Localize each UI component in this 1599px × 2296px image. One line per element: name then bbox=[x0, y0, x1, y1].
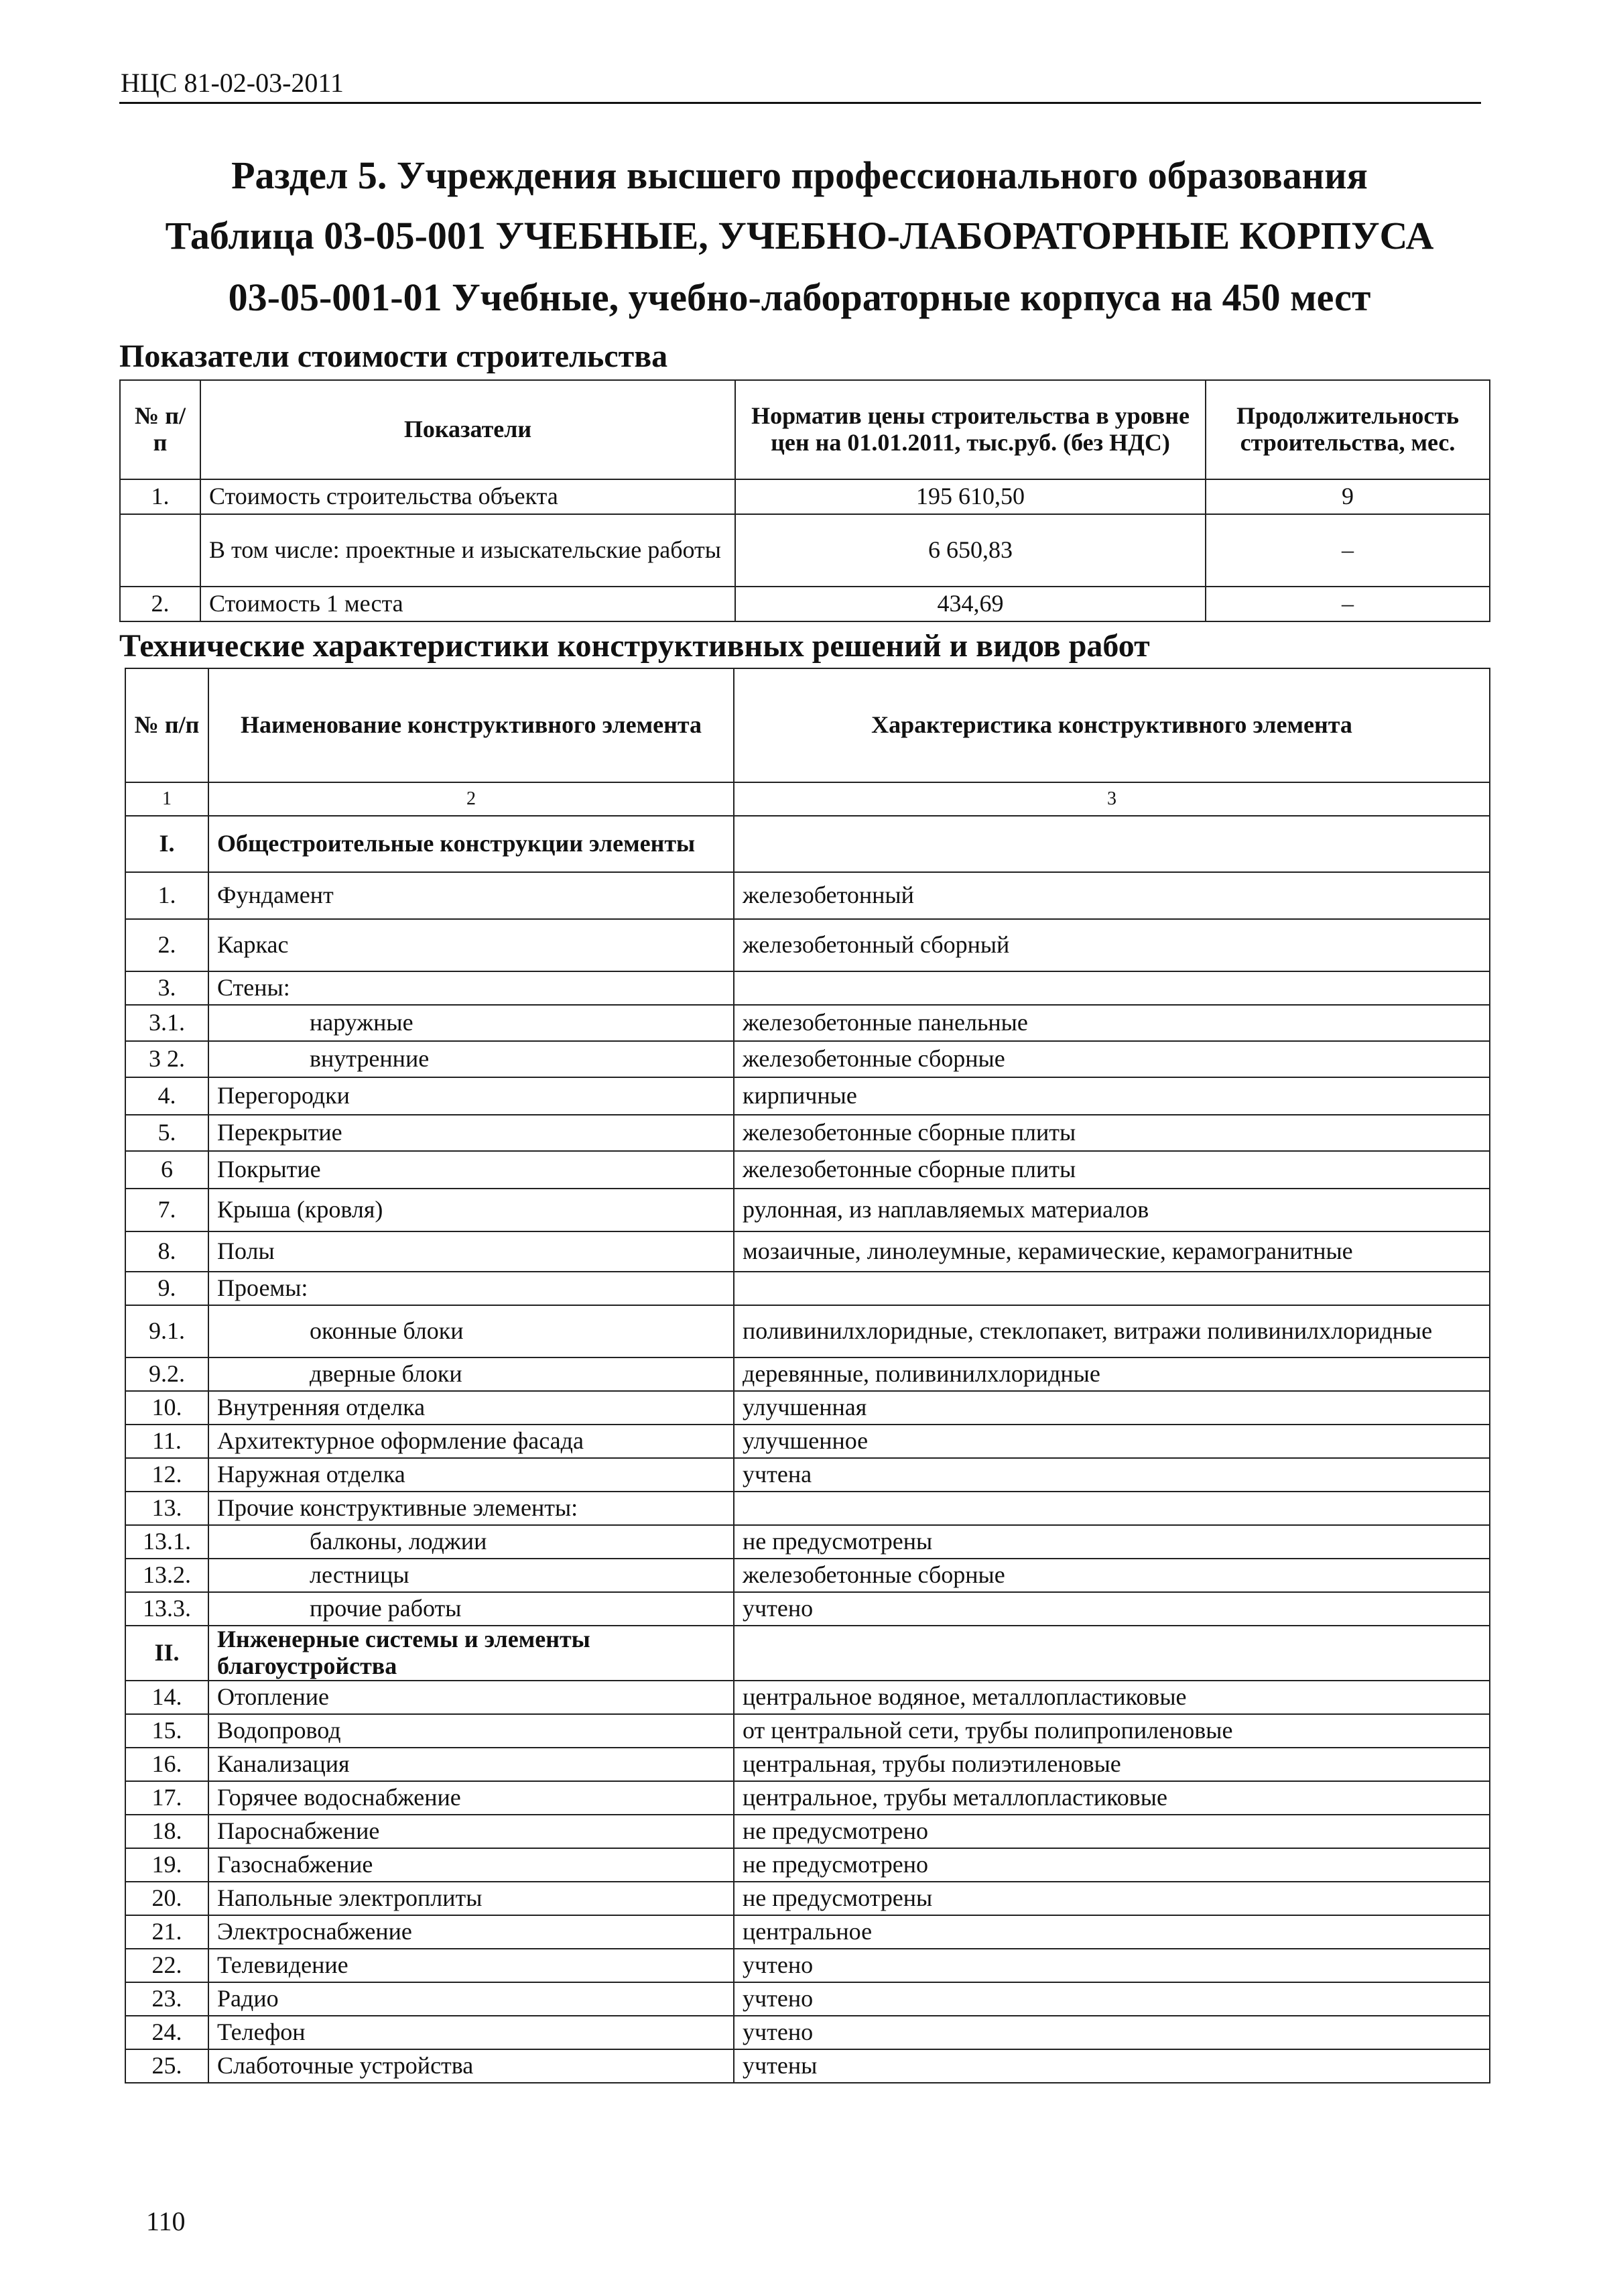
tech-col-element: Наименование конструктивного элемента bbox=[208, 668, 734, 782]
tech-row-num: 17. bbox=[125, 1781, 208, 1815]
tech-row-num: 13.2. bbox=[125, 1559, 208, 1592]
tech-row-num: 4. bbox=[125, 1077, 208, 1115]
tech-row bbox=[125, 1982, 1490, 2016]
tech-row-num: 9.2. bbox=[125, 1357, 208, 1391]
cost-row-num: 2. bbox=[120, 587, 200, 621]
tech-row-value: железобетонные сборные bbox=[734, 1041, 1490, 1077]
tech-row-name: Телевидение bbox=[208, 1949, 734, 1982]
cost-col-num: № п/п bbox=[120, 380, 200, 479]
tech-row-name: Водопровод bbox=[208, 1714, 734, 1748]
tech-row-value: не предусмотрено bbox=[734, 1815, 1490, 1848]
cost-row-price: 6 650,83 bbox=[735, 514, 1206, 587]
tech-row bbox=[125, 1915, 1490, 1949]
tech-row-value: учтена bbox=[734, 1458, 1490, 1492]
cost-row bbox=[120, 479, 1490, 514]
cost-row-price: 195 610,50 bbox=[735, 479, 1206, 514]
tech-row-value: рулонная, из наплавляемых материалов bbox=[734, 1189, 1490, 1231]
tech-row-name: Горячее водоснабжение bbox=[208, 1781, 734, 1815]
tech-row bbox=[125, 1425, 1490, 1458]
tech-row-num: 9.1. bbox=[125, 1305, 208, 1357]
tech-row-num: II. bbox=[125, 1626, 208, 1681]
tech-row-value: учтены bbox=[734, 2049, 1490, 2083]
tech-row-value: железобетонные сборные плиты bbox=[734, 1151, 1490, 1189]
cost-col-indicator: Показатели bbox=[200, 380, 735, 479]
tech-row-num: 14. bbox=[125, 1681, 208, 1714]
tech-row-name: оконные блоки bbox=[208, 1305, 734, 1357]
cost-col-price: Норматив цены строительства в уровне цен на 01.01.2011, тыс.руб. (без НДС) bbox=[735, 380, 1206, 479]
tech-row-num: 11. bbox=[125, 1425, 208, 1458]
tech-row-num: I. bbox=[125, 816, 208, 872]
tech-row-num: 6 bbox=[125, 1151, 208, 1189]
cost-row-duration: – bbox=[1206, 587, 1490, 621]
tech-row bbox=[125, 1848, 1490, 1882]
tech-row bbox=[125, 1272, 1490, 1305]
tech-row-name: Полы bbox=[208, 1231, 734, 1272]
tech-row-name: Слаботочные устройства bbox=[208, 2049, 734, 2083]
tech-row-name: Электроснабжение bbox=[208, 1915, 734, 1949]
tech-row bbox=[125, 1391, 1490, 1425]
tech-row-value: улучшенное bbox=[734, 1425, 1490, 1458]
tech-row bbox=[125, 1492, 1490, 1525]
tech-row-name: Наружная отделка bbox=[208, 1458, 734, 1492]
tech-row bbox=[125, 1231, 1490, 1272]
tech-row-num: 13.1. bbox=[125, 1525, 208, 1559]
cost-heading: Показатели стоимости строительства bbox=[119, 339, 668, 374]
tech-row-name: Перекрытие bbox=[208, 1115, 734, 1151]
tech-row bbox=[125, 1882, 1490, 1915]
tech-row-num: 19. bbox=[125, 1848, 208, 1882]
tech-row bbox=[125, 1681, 1490, 1714]
tech-row-value bbox=[734, 816, 1490, 872]
cost-col-duration: Продолжительность строительства, мес. bbox=[1206, 380, 1490, 479]
tech-row-name: балконы, лоджии bbox=[208, 1525, 734, 1559]
tech-row-name: Радио bbox=[208, 1982, 734, 2016]
tech-row-num: 24. bbox=[125, 2016, 208, 2049]
cost-table bbox=[119, 379, 1490, 622]
tech-row bbox=[125, 1525, 1490, 1559]
tech-row-num: 9. bbox=[125, 1272, 208, 1305]
table-title: Таблица 03-05-001 УЧЕБНЫЕ, УЧЕБНО-ЛАБОРАТОРНЫЕ КОРПУСА bbox=[165, 214, 1434, 257]
tech-row-value: центральное bbox=[734, 1915, 1490, 1949]
tech-row-num: 22. bbox=[125, 1949, 208, 1982]
tech-row-value: поливинилхлоридные, стеклопакет, витражи поливинилхлоридные bbox=[734, 1305, 1490, 1357]
tech-row-name: лестницы bbox=[208, 1559, 734, 1592]
header-rule bbox=[119, 102, 1481, 104]
tech-row bbox=[125, 1748, 1490, 1781]
item-title: 03-05-001-01 Учебные, учебно-лабораторные корпуса на 450 мест bbox=[228, 276, 1371, 319]
tech-row bbox=[125, 816, 1490, 872]
tech-row-num: 16. bbox=[125, 1748, 208, 1781]
tech-row bbox=[125, 1305, 1490, 1357]
tech-row-num: 1. bbox=[125, 872, 208, 919]
tech-row bbox=[125, 1005, 1490, 1041]
tech-row-name: Канализация bbox=[208, 1748, 734, 1781]
tech-row bbox=[125, 1815, 1490, 1848]
tech-row-value: железобетонный сборный bbox=[734, 919, 1490, 971]
tech-row-num: 7. bbox=[125, 1189, 208, 1231]
column-number: 1 bbox=[125, 782, 208, 816]
tech-row-num: 3.1. bbox=[125, 1005, 208, 1041]
tech-row bbox=[125, 1041, 1490, 1077]
tech-row-name: Стены: bbox=[208, 971, 734, 1005]
tech-row-name: Газоснабжение bbox=[208, 1848, 734, 1882]
tech-row-value: кирпичные bbox=[734, 1077, 1490, 1115]
tech-row-num: 13. bbox=[125, 1492, 208, 1525]
cost-row-name: Стоимость 1 места bbox=[200, 587, 735, 621]
tech-row bbox=[125, 2016, 1490, 2049]
tech-row bbox=[125, 1781, 1490, 1815]
tech-row-value: улучшенная bbox=[734, 1391, 1490, 1425]
tech-header-row bbox=[125, 668, 1490, 782]
tech-row-name: Внутренняя отделка bbox=[208, 1391, 734, 1425]
tech-row-value: центральное, трубы металлопластиковые bbox=[734, 1781, 1490, 1815]
cost-row-num: 1. bbox=[120, 479, 200, 514]
tech-row-value bbox=[734, 1626, 1490, 1681]
tech-row-name: наружные bbox=[208, 1005, 734, 1041]
tech-row bbox=[125, 1592, 1490, 1626]
tech-row-name: Крыша (кровля) bbox=[208, 1189, 734, 1231]
cost-header-row bbox=[120, 380, 1490, 479]
cost-row-duration: 9 bbox=[1206, 479, 1490, 514]
tech-row-name: Телефон bbox=[208, 2016, 734, 2049]
tech-row-num: 2. bbox=[125, 919, 208, 971]
tech-row bbox=[125, 1077, 1490, 1115]
tech-col-characteristic: Характеристика конструктивного элемента bbox=[734, 668, 1490, 782]
tech-row-value: железобетонные сборные плиты bbox=[734, 1115, 1490, 1151]
tech-row-name: Каркас bbox=[208, 919, 734, 971]
tech-row bbox=[125, 1151, 1490, 1189]
tech-row bbox=[125, 1559, 1490, 1592]
cost-row-duration: – bbox=[1206, 514, 1490, 587]
cost-row bbox=[120, 587, 1490, 621]
tech-row-num: 15. bbox=[125, 1714, 208, 1748]
tech-row-value: железобетонный bbox=[734, 872, 1490, 919]
cost-row-name: Стоимость строительства объекта bbox=[200, 479, 735, 514]
column-number: 3 bbox=[734, 782, 1490, 816]
tech-row-num: 12. bbox=[125, 1458, 208, 1492]
tech-row-name: Прочие конструктивные элементы: bbox=[208, 1492, 734, 1525]
document-code: НЦС 81-02-03-2011 bbox=[121, 68, 344, 98]
tech-row-name: Пароснабжение bbox=[208, 1815, 734, 1848]
tech-row-name: прочие работы bbox=[208, 1592, 734, 1626]
tech-row-name: Инженерные системы и элементы благоустройства bbox=[208, 1626, 734, 1681]
tech-row bbox=[125, 971, 1490, 1005]
tech-heading: Технические характеристики конструктивных решений и видов работ bbox=[119, 628, 1150, 664]
tech-row-num: 25. bbox=[125, 2049, 208, 2083]
tech-row-value: деревянные, поливинилхлоридные bbox=[734, 1357, 1490, 1391]
tech-row bbox=[125, 1189, 1490, 1231]
tech-row-value: не предусмотрены bbox=[734, 1882, 1490, 1915]
cost-row-name: В том числе: проектные и изыскательские работы bbox=[200, 514, 735, 587]
tech-row bbox=[125, 919, 1490, 971]
tech-row-name: Общестроительные конструкции элементы bbox=[208, 816, 734, 872]
tech-row-name: Перегородки bbox=[208, 1077, 734, 1115]
tech-row bbox=[125, 1357, 1490, 1391]
tech-row-name: дверные блоки bbox=[208, 1357, 734, 1391]
tech-row bbox=[125, 1626, 1490, 1681]
tech-table bbox=[125, 668, 1490, 2083]
tech-row-name: Проемы: bbox=[208, 1272, 734, 1305]
tech-row-value: не предусмотрены bbox=[734, 1525, 1490, 1559]
tech-row-value: железобетонные панельные bbox=[734, 1005, 1490, 1041]
tech-row-value bbox=[734, 1272, 1490, 1305]
tech-column-numbers-row bbox=[125, 782, 1490, 816]
tech-row-name: Напольные электроплиты bbox=[208, 1882, 734, 1915]
tech-row-num: 23. bbox=[125, 1982, 208, 2016]
tech-row-num: 3. bbox=[125, 971, 208, 1005]
tech-row-name: Архитектурное оформление фасада bbox=[208, 1425, 734, 1458]
tech-row bbox=[125, 1714, 1490, 1748]
tech-row-value: не предусмотрено bbox=[734, 1848, 1490, 1882]
tech-row-value: учтено bbox=[734, 1982, 1490, 2016]
tech-row-name: Отопление bbox=[208, 1681, 734, 1714]
tech-row-value: учтено bbox=[734, 1949, 1490, 1982]
cost-row-price: 434,69 bbox=[735, 587, 1206, 621]
tech-row-value: центральное водяное, металлопластиковые bbox=[734, 1681, 1490, 1714]
tech-row-num: 13.3. bbox=[125, 1592, 208, 1626]
tech-row-num: 21. bbox=[125, 1915, 208, 1949]
section-title: Раздел 5. Учреждения высшего профессионального образования bbox=[231, 154, 1368, 197]
tech-row-num: 3 2. bbox=[125, 1041, 208, 1077]
tech-row bbox=[125, 872, 1490, 919]
tech-row-name: Покрытие bbox=[208, 1151, 734, 1189]
tech-row bbox=[125, 1949, 1490, 1982]
tech-row-num: 18. bbox=[125, 1815, 208, 1848]
tech-row-num: 8. bbox=[125, 1231, 208, 1272]
tech-row bbox=[125, 2049, 1490, 2083]
tech-row-value: мозаичные, линолеумные, керамические, керамогранитные bbox=[734, 1231, 1490, 1272]
cost-row bbox=[120, 514, 1490, 587]
tech-row bbox=[125, 1458, 1490, 1492]
tech-row-value: от центральной сети, трубы полипропиленовые bbox=[734, 1714, 1490, 1748]
tech-row bbox=[125, 1115, 1490, 1151]
column-number: 2 bbox=[208, 782, 734, 816]
tech-row-value: учтено bbox=[734, 1592, 1490, 1626]
tech-row-value: центральная, трубы полиэтиленовые bbox=[734, 1748, 1490, 1781]
tech-col-num: № п/п bbox=[125, 668, 208, 782]
tech-table-body bbox=[125, 816, 1490, 2083]
tech-row-num: 20. bbox=[125, 1882, 208, 1915]
tech-row-value: учтено bbox=[734, 2016, 1490, 2049]
cost-row-num bbox=[120, 514, 200, 587]
tech-row-value bbox=[734, 1492, 1490, 1525]
tech-row-num: 10. bbox=[125, 1391, 208, 1425]
tech-row-num: 5. bbox=[125, 1115, 208, 1151]
tech-row-value: железобетонные сборные bbox=[734, 1559, 1490, 1592]
tech-row-value bbox=[734, 971, 1490, 1005]
tech-row-name: Фундамент bbox=[208, 872, 734, 919]
tech-row-name: внутренние bbox=[208, 1041, 734, 1077]
page-number: 110 bbox=[146, 2206, 186, 2236]
